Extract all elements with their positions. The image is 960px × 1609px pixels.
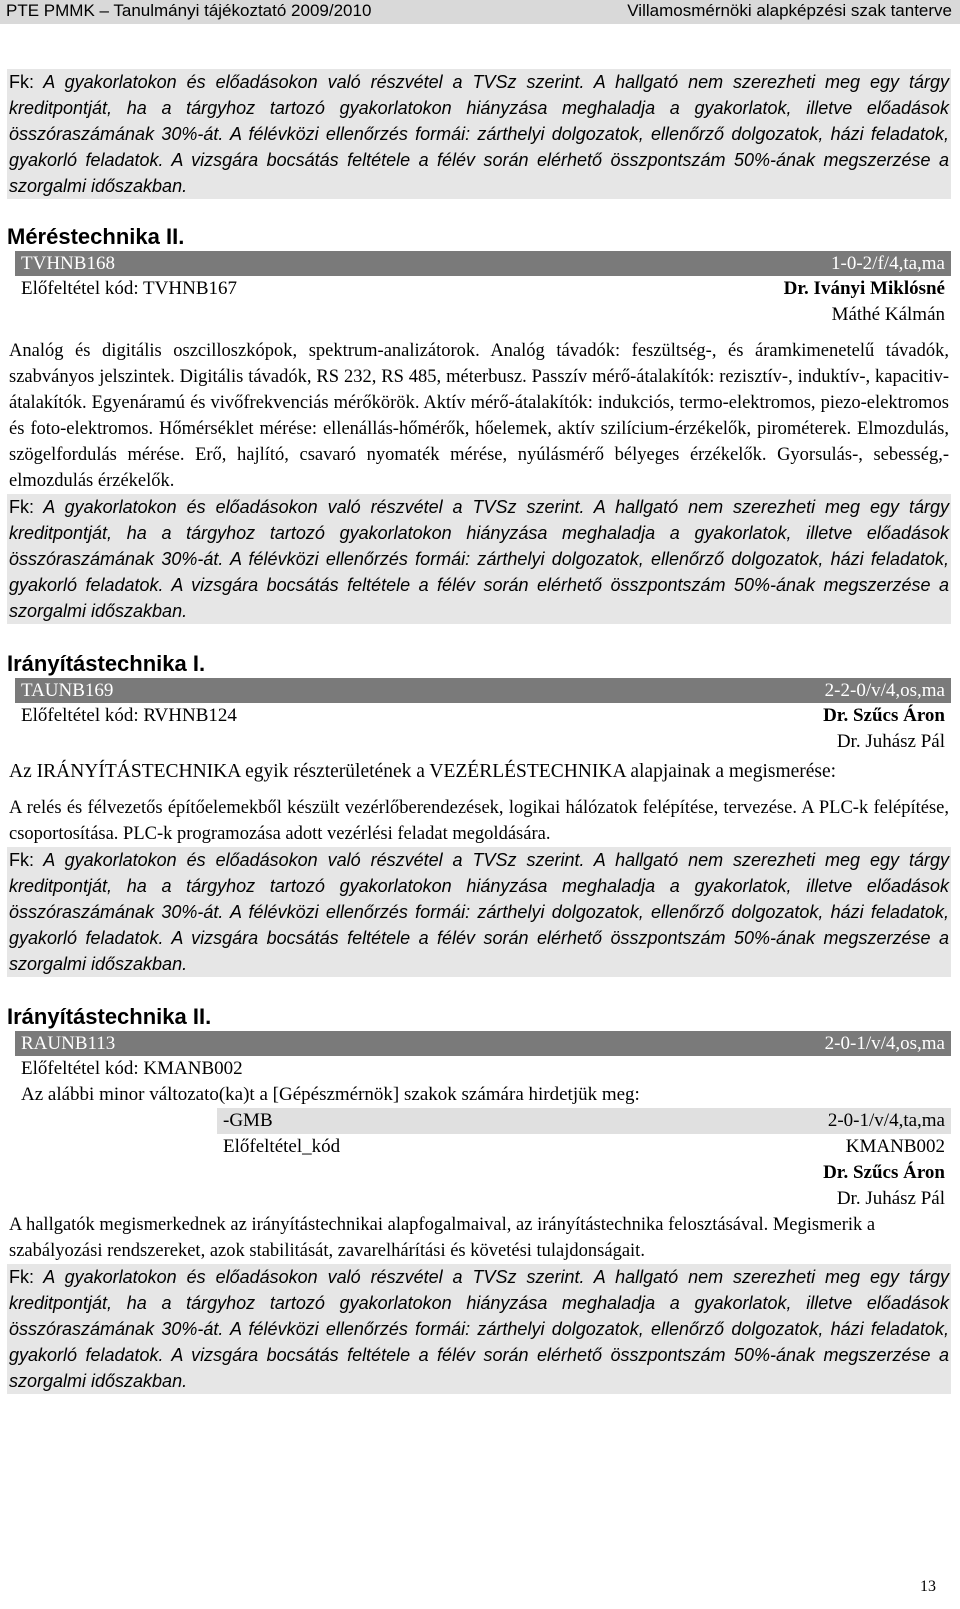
course-description: Analóg és digitális oszcilloszkópok, spektrum-analizátorok. Analóg távadók: feszültség-, és áramkimenetelű távadók, szabványos jelszintek. Digitális távadók, RS 232, RS 485, méterbusz. Passzív mérő-átalakítók: rezisztív-, induktív-, kapacitiv-átalakítók. Egyenáramú és vivőfrekvenciás mérőkörök. Aktív mérő-átalakítók: indukciós, termo-elektromos, piezo-elektromos és foto-elektromos. Hőmérséklet mérése: ellenállás-hőmérők, hőelemek, aktív szilícium-érzékelők, pirométerek. Elmozdulás, szögelfordulás mérése. Erő, hajlító, csavaró nyomaték mérése, nyúlásmérő bélyeges érzékelők. Gyorsulás-, sebesség,- elmozdulás érzékelők.	[9, 341, 949, 491]
lecturer-row	[7, 729, 951, 755]
attendance-paragraph: Fk: A gyakorlatokon és előadásokon való részvétel a TVSz szerint. A hallgató nem szerezheti meg egy tárgy kreditpontját, ha a tárgyhoz tartozó gyakorlatokon hiányzása meghaladja a gyakorlatok, illetve előadások összóraszámának 30%-át. A félévközi ellenőrzés formái: zárthelyi dolgozatok, ellenőrző dolgozatok, házi feladatok, gyakorló feladatok. A vizsgára bocsátás feltétele a félév során elérhető összpontszám 50%-ának megszerzése a szorgalmi időszakban.	[7, 69, 951, 199]
lecturer-row	[7, 1186, 951, 1212]
prerequisite: Előfeltétel kód: TVHNB167	[21, 278, 238, 299]
course-title: Irányítástechnika I.	[7, 651, 206, 676]
lecturer-row	[7, 1160, 951, 1186]
lecturer-primary: Dr. Iványi Miklósné	[783, 278, 945, 299]
lecturer-primary: Dr. Szűcs Áron	[823, 705, 945, 726]
lecturer-row	[7, 302, 951, 328]
minor-prereq-label: Előfeltétel_kód	[223, 1136, 341, 1157]
page-number: 13	[920, 1578, 936, 1595]
prerequisite: Előfeltétel kód: RVHNB124	[21, 705, 237, 726]
course-description: A relés és félvezetős építőelemekből készült vezérlőberendezések, logikai hálózatok felépítése, tervezése. A PLC-k felépítése, csoportosítása. PLC-k programozása adott vezérlési feladat megoldására.	[9, 798, 949, 844]
course-code-bar	[15, 1031, 951, 1056]
course-code: RAUNB113	[21, 1033, 116, 1054]
course-credit: 2-2-0/v/4,os,ma	[824, 680, 945, 701]
course-code: TVHNB168	[21, 253, 115, 274]
lecturer-primary: Dr. Szűcs Áron	[823, 1162, 945, 1183]
lecturer-secondary: Máthé Kálmán	[831, 304, 945, 325]
course-code: TAUNB169	[21, 680, 114, 701]
minor-prereq-row	[7, 1134, 951, 1160]
attendance-paragraph: Fk: A gyakorlatokon és előadásokon való részvétel a TVSz szerint. A hallgató nem szerezheti meg egy tárgy kreditpontját, ha a tárgyhoz tartozó gyakorlatokon hiányzása meghaladja a gyakorlatok, illetve előadások összóraszámának 30%-át. A félévközi ellenőrzés formái: zárthelyi dolgozatok, ellenőrző dolgozatok, házi feladatok, gyakorló feladatok. A vizsgára bocsátás feltétele a félév során elérhető összpontszám 50%-ának megszerzése a szorgalmi időszakban.	[7, 847, 951, 977]
course-description: A hallgatók megismerkednek az irányítástechnikai alapfogalmaival, az irányítástechnika felosztásával. Megismerik a szabályozási rendszereket, azok stabilitását, zavarelhárítási és követési tulajdonságait.	[9, 1215, 876, 1261]
course-code-bar	[15, 251, 951, 276]
prerequisite-row	[7, 703, 951, 729]
minor-variant-row	[7, 1108, 951, 1134]
attendance-paragraph: Fk: A gyakorlatokon és előadásokon való részvétel a TVSz szerint. A hallgató nem szerezheti meg egy tárgy kreditpontját, ha a tárgyhoz tartozó gyakorlatokon hiányzása meghaladja a gyakorlatok, illetve előadások összóraszámának 30%-át. A félévközi ellenőrzés formái: zárthelyi dolgozatok, ellenőrző dolgozatok, házi feladatok, gyakorló feladatok. A vizsgára bocsátás feltétele a félév során elérhető összpontszám 50%-ának megszerzése a szorgalmi időszakban.	[7, 1264, 951, 1394]
minor-note-row	[7, 1082, 951, 1108]
running-header	[0, 0, 960, 24]
prerequisite-row	[7, 1056, 951, 1082]
course-credit: 1-0-2/f/4,ta,ma	[831, 253, 945, 274]
prerequisite: Előfeltétel kód: KMANB002	[21, 1058, 243, 1079]
course-credit: 2-0-1/v/4,os,ma	[824, 1033, 945, 1054]
course-title: Irányítástechnika II.	[7, 1004, 212, 1029]
attendance-paragraph: Fk: A gyakorlatokon és előadásokon való részvétel a TVSz szerint. A hallgató nem szerezheti meg egy tárgy kreditpontját, ha a tárgyhoz tartozó gyakorlatokon hiányzása meghaladja a gyakorlatok, illetve előadások összóraszámának 30%-át. A félévközi ellenőrzés formái: zárthelyi dolgozatok, ellenőrző dolgozatok, házi feladatok, gyakorló feladatok. A vizsgára bocsátás feltétele a félév során elérhető összpontszám 50%-ának megszerzése a szorgalmi időszakban.	[7, 494, 951, 624]
header-left: PTE PMMK – Tanulmányi tájékoztató 2009/2010	[6, 1, 372, 20]
prerequisite-row	[7, 276, 951, 302]
minor-note: Az alábbi minor változato(ka)t a [Gépészmérnök] szakok számára hirdetjük meg:	[21, 1084, 640, 1105]
minor-variant-name: -GMB	[223, 1110, 273, 1131]
lecturer-secondary: Dr. Juhász Pál	[836, 731, 945, 752]
lecturer-secondary: Dr. Juhász Pál	[836, 1188, 945, 1209]
header-right: Villamosmérnöki alapképzési szak tanterve	[627, 1, 952, 20]
page-content	[7, 69, 951, 1394]
course-description-intro: Az IRÁNYÍTÁSTECHNIKA egyik részterületének a VEZÉRLÉSTECHNIKA alapjainak a megismerése:	[9, 761, 837, 782]
course-title: Méréstechnika II.	[7, 224, 185, 249]
minor-variant-credit: 2-0-1/v/4,ta,ma	[827, 1110, 945, 1131]
course-code-bar	[15, 678, 951, 703]
minor-prereq-code: KMANB002	[845, 1136, 945, 1157]
